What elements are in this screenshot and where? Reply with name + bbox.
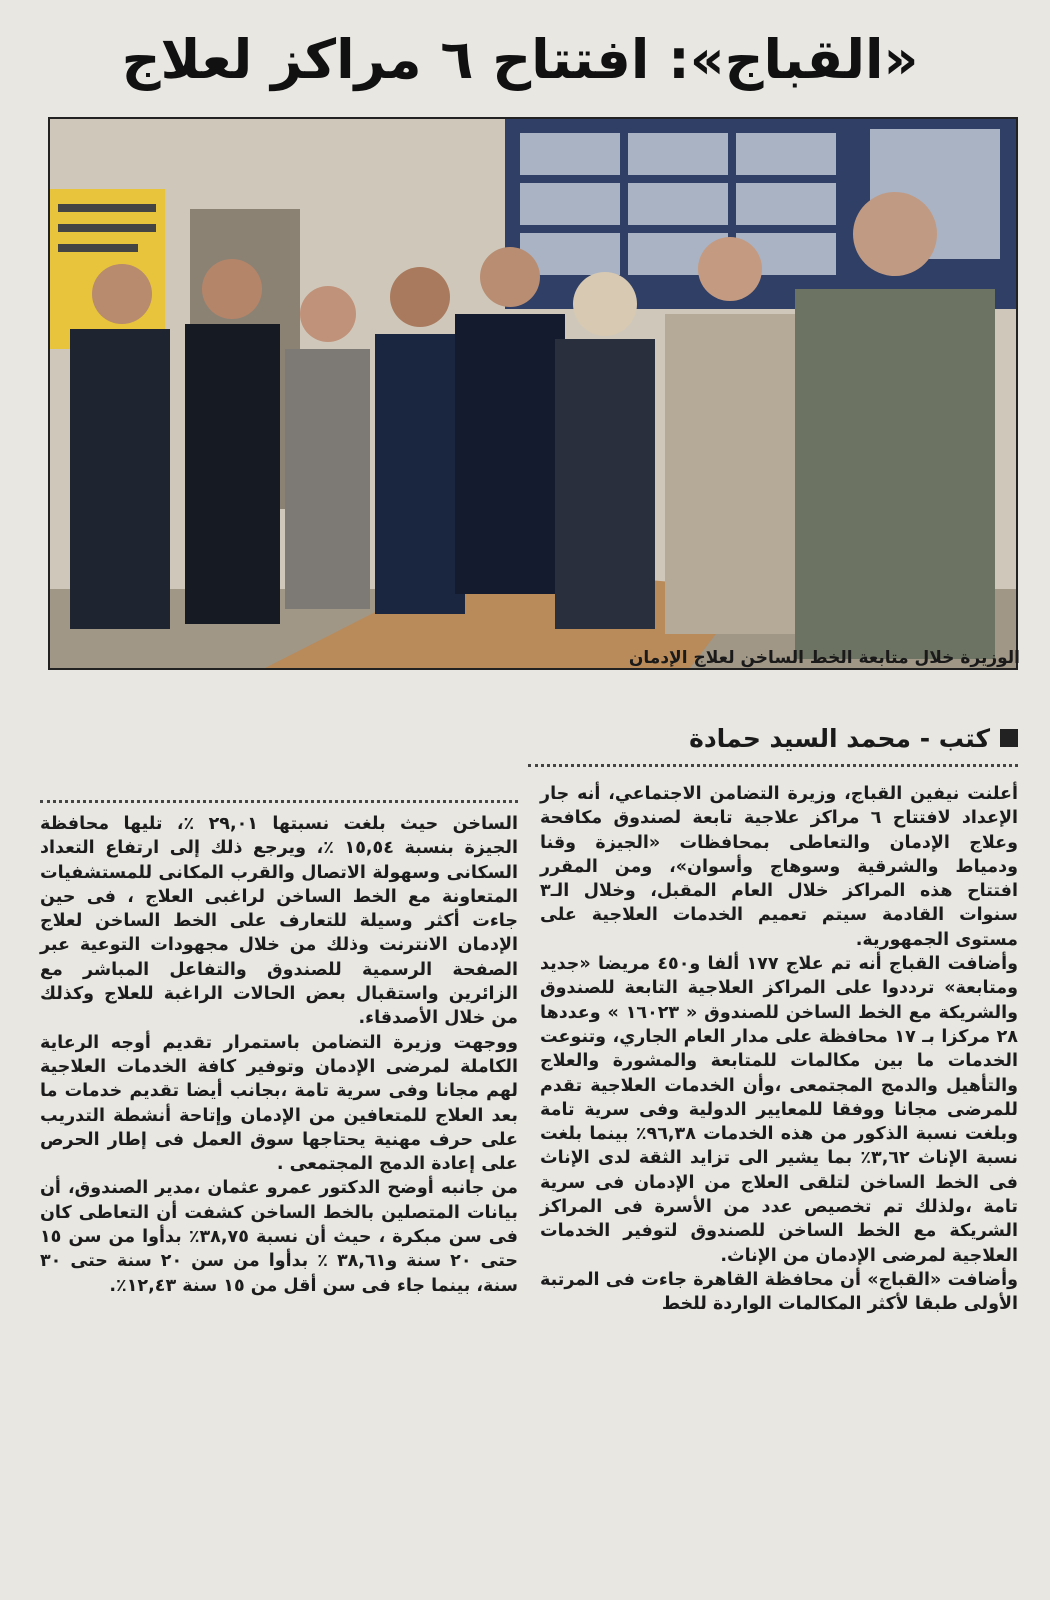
article-column-right	[540, 782, 1018, 1317]
divider-dotted-left	[40, 800, 518, 803]
paragraph: ووجهت وزيرة التضامن باستمرار تقديم أوجه الرعاية الكاملة لمرضى الإدمان وتوفير كافة الخدمات العلاجية لهم مجانا وفى سرية تامة ،بجانب أيضا تقديم خدمات ما بعد العلاج للمتعافين من الإدمان وإتاحة أنشطة التدريب على حرف مهنية يحتاجها سوق العمل فى إطار الحرص على إعادة الدمج المجتمعى .	[40, 1032, 518, 1175]
bullet-square-icon	[1000, 729, 1018, 747]
photo-illustration	[50, 119, 1016, 668]
byline: كتب - محمد السيد حمادة	[689, 723, 990, 753]
headline: «القباج»: افتتاح ٦ مراكز لعلاج	[121, 28, 919, 91]
article-column-left	[40, 812, 518, 1298]
paragraph: أعلنت نيفين القباج، وزيرة التضامن الاجتماعي، أنه جار الإعداد لافتتاح ٦ مراكز علاجية تابعة لصندوق مكافحة وعلاج الإدمان والتعاطى بمحافظات «الجيزة وقنا ودمياط والشرقية وسوهاج وأسوان»، ومن المقرر افتتاح هذه المراكز خلال العام المقبل، وخلال الـ٣ سنوات القادمة سيتم تعميم الخدمات العلاجية على مستوى الجمهورية.	[540, 784, 1019, 950]
article-photo	[48, 117, 1018, 670]
paragraph: وأضافت «القباج» أن محافظة القاهرة جاءت فى المرتبة الأولى طبقا لأكثر المكالمات الواردة للخط	[540, 1269, 1018, 1315]
photo-caption: الوزيرة خلال متابعة الخط الساخن لعلاج الإدمان	[628, 648, 1020, 668]
paragraph: من جانبه أوضح الدكتور عمرو عثمان ،مدير الصندوق، أن بيانات المتصلين بالخط الساخن كشفت أن التعاطى كان فى سن مبكرة ، حيث أن نسبة ٣٨,٧٥٪ بدأوا من سن ١٥ حتى ٢٠ سنة و٣٨,٦١ ٪ بدأوا من سن ٢٠ سنة حتى ٣٠ سنة، بينما جاء فى سن أقل من ١٥ سنة ١٢,٤٣٪.	[40, 1178, 518, 1296]
paragraph: الساخن حيث بلغت نسبتها ٢٩,٠١ ٪، تليها محافظة الجيزة بنسبة ١٥,٥٤ ٪، ويرجع ذلك إلى ارتفاع التعداد السكانى وسهولة الاتصال والقرب المكانى للمستشفيات المتعاونة مع الخط الساخن لراغبى العلاج ، فى حين جاءت أكثر وسيلة للتعارف على الخط الساخن لعلاج الإدمان الانترنت وذلك من خلال مجهودات التوعية عبر الصفحة الرسمية للصندوق والتفاعل المباشر مع الزائرين واستقبال بعض الحالات الراغبة للعلاج وكذلك من خلال الأصدقاء.	[40, 814, 518, 1029]
divider-dotted-right	[528, 764, 1018, 767]
byline-row	[640, 718, 1018, 758]
paragraph: وأضافت القباج أنه تم علاج ١٧٧ ألفا و٤٥٠ مريضا «جديد ومتابعة» ترددوا على المراكز العلاجية التابعة للصندوق والشريكة مع الخط الساخن للصندوق « ١٦٠٢٣ » وعددها ٢٨ مركزا بـ ١٧ محافظة على مدار العام الجاري، وتنوعت الخدمات ما بين مكالمات للمتابعة والمشورة والعلاج والتأهيل والدمج المجتمعى ،وأن الخدمات العلاجية تقدم للمرضى مجانا ووفقا للمعايير الدولية وفى سرية تامة وبلغت نسبة الذكور من هذه الخدمات ٩٦,٣٨٪ بينما بلغت نسبة الإناث ٣,٦٢٪ بما يشير الى تزايد الثقة لدى الإناث فى الخط الساخن لتلقى العلاج من الإدمان فى سرية تامة ،ولذلك تم تخصيص عدد من الأسرة فى المراكز الشريكة مع الخط الساخن للصندوق لتوفير الخدمات العلاجية لمرضى الإدمان من الإناث.	[540, 954, 1019, 1266]
